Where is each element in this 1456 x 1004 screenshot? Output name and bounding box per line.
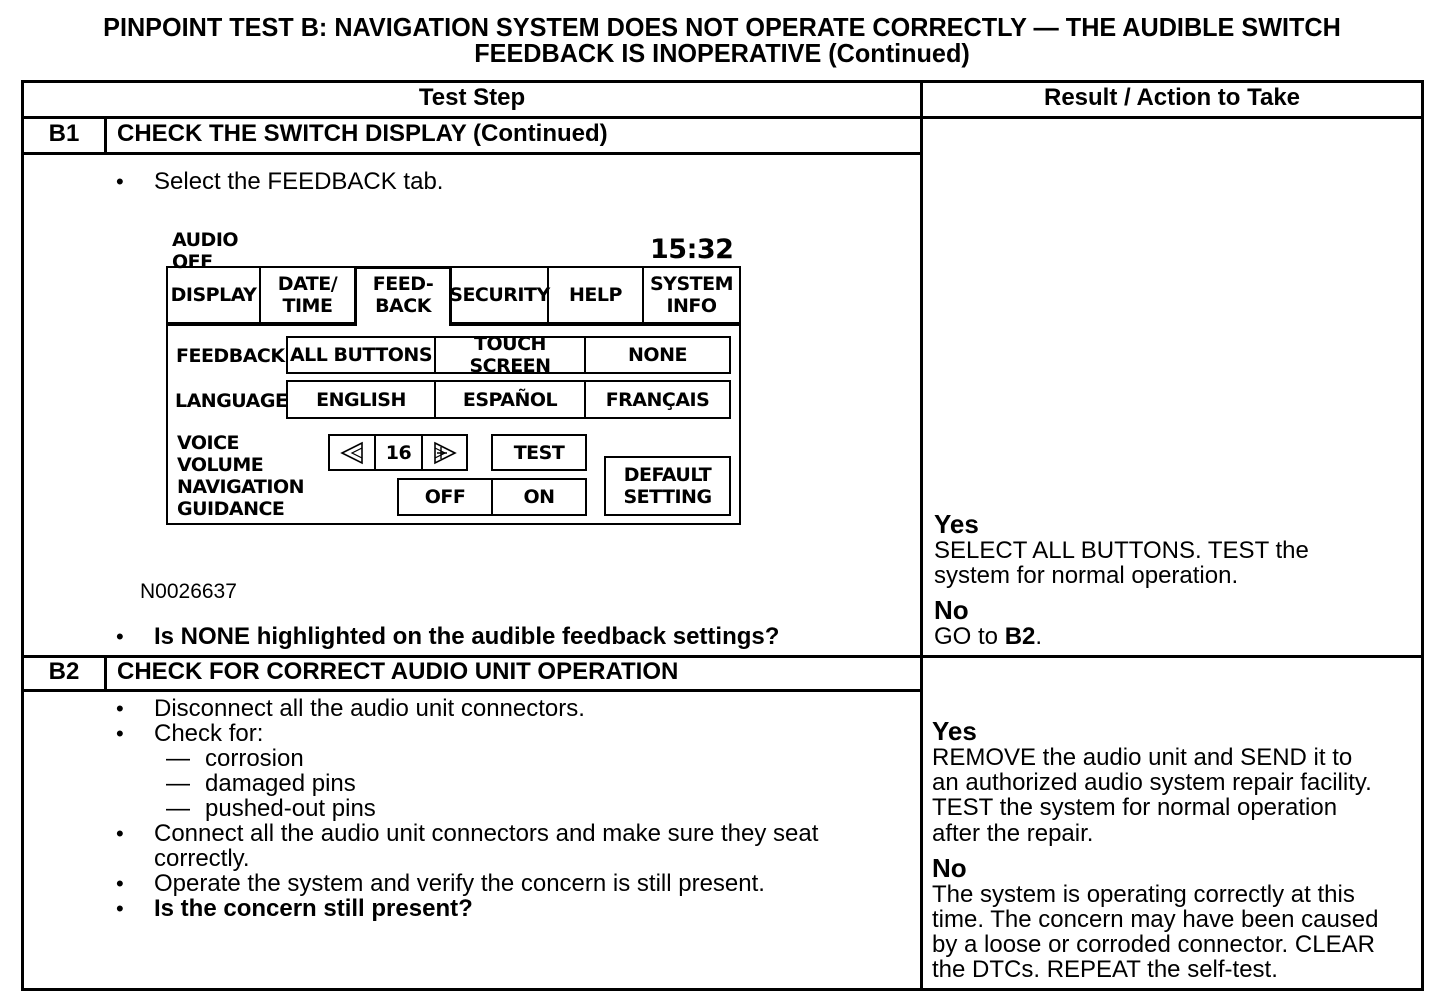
tab-date-time[interactable]	[261, 268, 354, 322]
b2-bullet-4-text: Operate the system and verify the concern is still present.	[154, 870, 765, 897]
b2-bullet-2-text: Check for:	[154, 720, 264, 747]
default-setting-line1: DEFAULT	[623, 464, 712, 486]
audio-status: AUDIO OFF	[172, 229, 239, 273]
tab-feedback-line1: FEED-	[372, 273, 434, 295]
tab-bar-bottom	[166, 322, 741, 326]
bullet-icon: •	[116, 821, 124, 846]
feedback-touch-screen-button[interactable]: TOUCH SCREEN	[469, 333, 551, 377]
tab-feedback[interactable]	[357, 268, 449, 322]
b2-yes-label: Yes	[932, 716, 977, 746]
table-border-left	[21, 80, 24, 991]
default-setting-button[interactable]	[606, 458, 729, 514]
tab-security-label: SECURITY	[449, 284, 550, 306]
language-espanol-button[interactable]: ESPAÑOL	[462, 388, 558, 411]
bullet-icon: •	[116, 721, 124, 746]
volume-value: 16	[385, 441, 412, 464]
nav-guidance-on-button[interactable]: ON	[523, 486, 555, 508]
tab-system-info[interactable]	[644, 268, 739, 322]
tab-help[interactable]	[549, 268, 642, 322]
tab-display[interactable]	[168, 268, 259, 322]
b1-no-text-suffix: .	[1035, 623, 1043, 651]
b1-question: Is NONE highlighted on the audible feedback settings?	[154, 623, 780, 650]
tab-help-label: HELP	[569, 284, 622, 306]
tab-feedback-line2: BACK	[375, 295, 431, 317]
volume-up-button[interactable]	[423, 436, 466, 469]
bullet-icon: •	[116, 624, 124, 649]
b1-step-id: B1	[48, 120, 80, 147]
header-test-step: Test Step	[418, 84, 526, 111]
b1-yes-text: SELECT ALL BUTTONS. TEST the system for normal operation.	[934, 537, 1309, 590]
b2-question: Is the concern still present?	[154, 895, 473, 922]
b2-bullet-3-line1: Connect all the audio unit connectors and make sure they seat	[154, 820, 819, 847]
language-francais-button[interactable]: FRANÇAIS	[605, 388, 710, 411]
voice-volume-label: VOICE VOLUME	[177, 432, 264, 476]
page-title-line1: PINPOINT TEST B: NAVIGATION SYSTEM DOES NOT OPERATE CORRECTLY — THE AUDIBLE SWITCH	[103, 12, 1341, 42]
b2-id-divider	[104, 655, 107, 691]
b2-step-id: B2	[48, 658, 80, 685]
dash-icon: —	[166, 795, 190, 822]
b2-bullet-1-text: Disconnect all the audio unit connectors.	[154, 695, 585, 722]
tab-date-time-line2: TIME	[282, 295, 333, 317]
b2-sub-2-text: damaged pins	[205, 770, 356, 797]
b1-bullet-2	[116, 624, 124, 649]
table-border-right	[1421, 80, 1424, 991]
volume-down-button[interactable]	[330, 436, 374, 469]
language-english-button[interactable]: ENGLISH	[316, 388, 406, 411]
feedback-none-button[interactable]: NONE	[628, 344, 687, 366]
bullet-icon: •	[116, 871, 124, 896]
tab-system-info-line1: SYSTEM	[650, 273, 733, 295]
default-setting-line2: SETTING	[623, 486, 712, 508]
b1-yes-label: Yes	[934, 509, 979, 539]
language-label: LANGUAGE	[175, 390, 288, 412]
b2-link[interactable]: B2	[1004, 623, 1036, 651]
table-border-bottom	[21, 988, 1424, 991]
b2-no-label: No	[932, 852, 967, 883]
dash-icon: —	[166, 745, 190, 772]
dash-icon: —	[166, 770, 190, 797]
arrow-right-icon	[432, 441, 458, 465]
b1-step-title: CHECK THE SWITCH DISPLAY (Continued)	[117, 120, 608, 147]
test-button[interactable]: TEST	[513, 441, 565, 464]
bullet-icon: •	[116, 896, 124, 921]
clock: 15:32	[650, 234, 734, 265]
navigation-guidance-label: NAVIGATION GUIDANCE	[177, 476, 304, 520]
tab-system-info-line2: INFO	[666, 295, 717, 317]
tab-date-time-line1: DATE/	[277, 273, 338, 295]
column-divider	[920, 80, 923, 991]
b1-result	[934, 511, 1414, 650]
page-title	[22, 14, 1423, 66]
b1-bullet-1-text: Select the FEEDBACK tab.	[154, 168, 444, 195]
tab-display-label: DISPLAY	[170, 284, 257, 306]
b2-title-divider	[21, 689, 923, 692]
feedback-label: FEEDBACK	[176, 345, 285, 367]
b2-sub-3-text: pushed-out pins	[205, 795, 376, 822]
b1-title-divider	[21, 152, 923, 155]
b1-bullet-1	[116, 169, 124, 194]
b2-yes-text: REMOVE the audio unit and SEND it to an authorized audio system repair facility. TEST the system for normal operation after the repair.	[932, 744, 1372, 847]
b2-no-text: The system is operating correctly at this time. The concern may have been caused by a loose or corroded connector. CLEAR the DTCs. REPEAT the self-test.	[932, 880, 1379, 984]
page-title-line2: FEEDBACK IS INOPERATIVE (Continued)	[474, 38, 970, 68]
b2-sub-1-text: corrosion	[205, 745, 304, 772]
b2-result	[932, 718, 1418, 983]
b2-bullet-3-line2: correctly.	[154, 845, 250, 872]
figure-id: N0026637	[140, 580, 237, 603]
header-divider	[21, 116, 1424, 119]
bullet-icon: •	[116, 169, 124, 194]
b2-step-title: CHECK FOR CORRECT AUDIO UNIT OPERATION	[117, 658, 679, 685]
bullet-icon: •	[116, 696, 124, 721]
table-border-top	[21, 80, 1424, 83]
feedback-all-buttons-button[interactable]: ALL BUTTONS	[289, 344, 433, 366]
b1-no-label: No	[934, 595, 969, 626]
b1-id-divider	[104, 116, 107, 154]
nav-guidance-off-button[interactable]: OFF	[424, 486, 466, 508]
b1-no-text-prefix: GO to	[934, 623, 1005, 651]
tab-security[interactable]	[449, 268, 550, 322]
header-result: Result / Action to Take	[1043, 84, 1301, 111]
b1-no-text	[934, 624, 1414, 649]
arrow-left-icon	[339, 441, 365, 465]
